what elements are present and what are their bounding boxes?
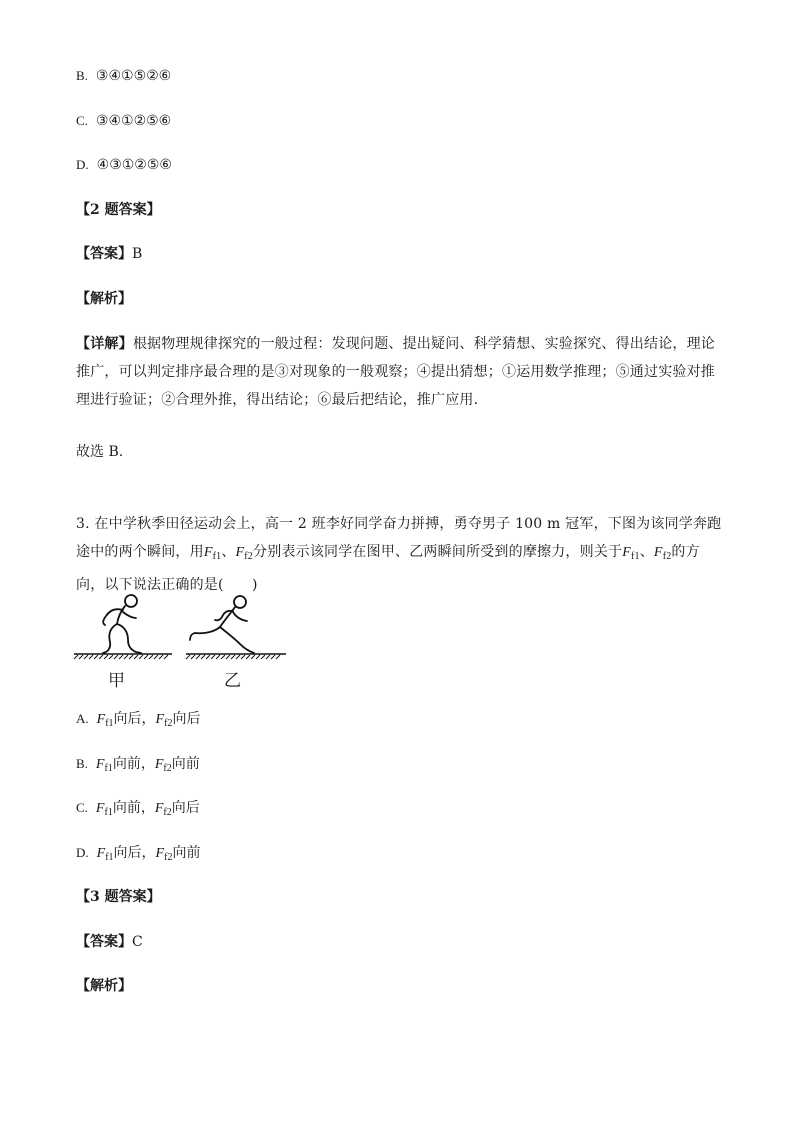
option-c-prev: C. ③④①②⑤⑥ [76, 113, 172, 129]
q3-option-d: D. $F_{f1}$向后，$F_{f2}$向前 [76, 845, 201, 863]
detail-label: 【详解】 [76, 336, 133, 352]
detail-text: 根据物理规律探究的一般过程：发现问题、提出疑问、科学猜想、实验探究、得出结论，理论推广，可以判定排序最合理的是③对现象的一般观察；④提出猜想；①运用数学推理；⑤通过实验对推理进行验证；②合理外推，得出结论；⑥最后把结论，推广应用． [76, 336, 716, 408]
q3-answer-header: 【3 题答案】 [76, 889, 161, 905]
q3-option-c: C. $F_{f1}$向前，$F_{f2}$向后 [76, 800, 200, 818]
figure-label-yi: 乙 [224, 671, 241, 691]
option-text: ③④①②⑤⑥ [95, 113, 172, 129]
runner-drawing [74, 592, 288, 692]
answer-label: 【答案】 [76, 246, 132, 262]
q3-option-b: B. $F_{f1}$向前，$F_{f2}$向前 [76, 756, 200, 774]
option-b-prev: B. ③④①⑤②⑥ [76, 68, 172, 84]
q3-answer [76, 932, 143, 952]
runner-jia-icon [103, 595, 141, 653]
answer-value: B [132, 246, 143, 262]
q2-detail [76, 330, 726, 414]
q2-answer [76, 244, 142, 264]
q3-analysis-label: 【解析】 [76, 978, 132, 994]
runner-yi-icon [190, 596, 254, 653]
option-text: ④③①②⑤⑥ [96, 157, 172, 173]
runner-figure [74, 592, 288, 692]
q2-answer-header: 【2 题答案】 [76, 202, 161, 218]
option-text: ③④①⑤②⑥ [95, 68, 172, 84]
option-d-prev: D. ④③①②⑤⑥ [76, 157, 172, 173]
answer-value: C [132, 934, 143, 950]
answer-label: 【答案】 [76, 934, 132, 950]
q3-stem: 3. 在中学秋季田径运动会上，高一 2 班李好同学奋力拼搏，勇夺男子 100 m 冠军，下图为该同学奔跑途中的两个瞬间，用$F_{f1}$、$F_{f2}$分别表示该同学在图甲、乙两瞬间所受到的摩擦力，则关于$F_{f1}$、$F_{f2}$的方向，以下说法正确的是( ) [76, 516, 722, 593]
figure-label-jia: 甲 [108, 671, 125, 691]
q2-analysis-label: 【解析】 [76, 291, 132, 307]
q3-option-a: A. $F_{f1}$向后，$F_{f2}$向后 [76, 711, 201, 729]
q2-conclusion: 故选 B. [76, 444, 124, 460]
